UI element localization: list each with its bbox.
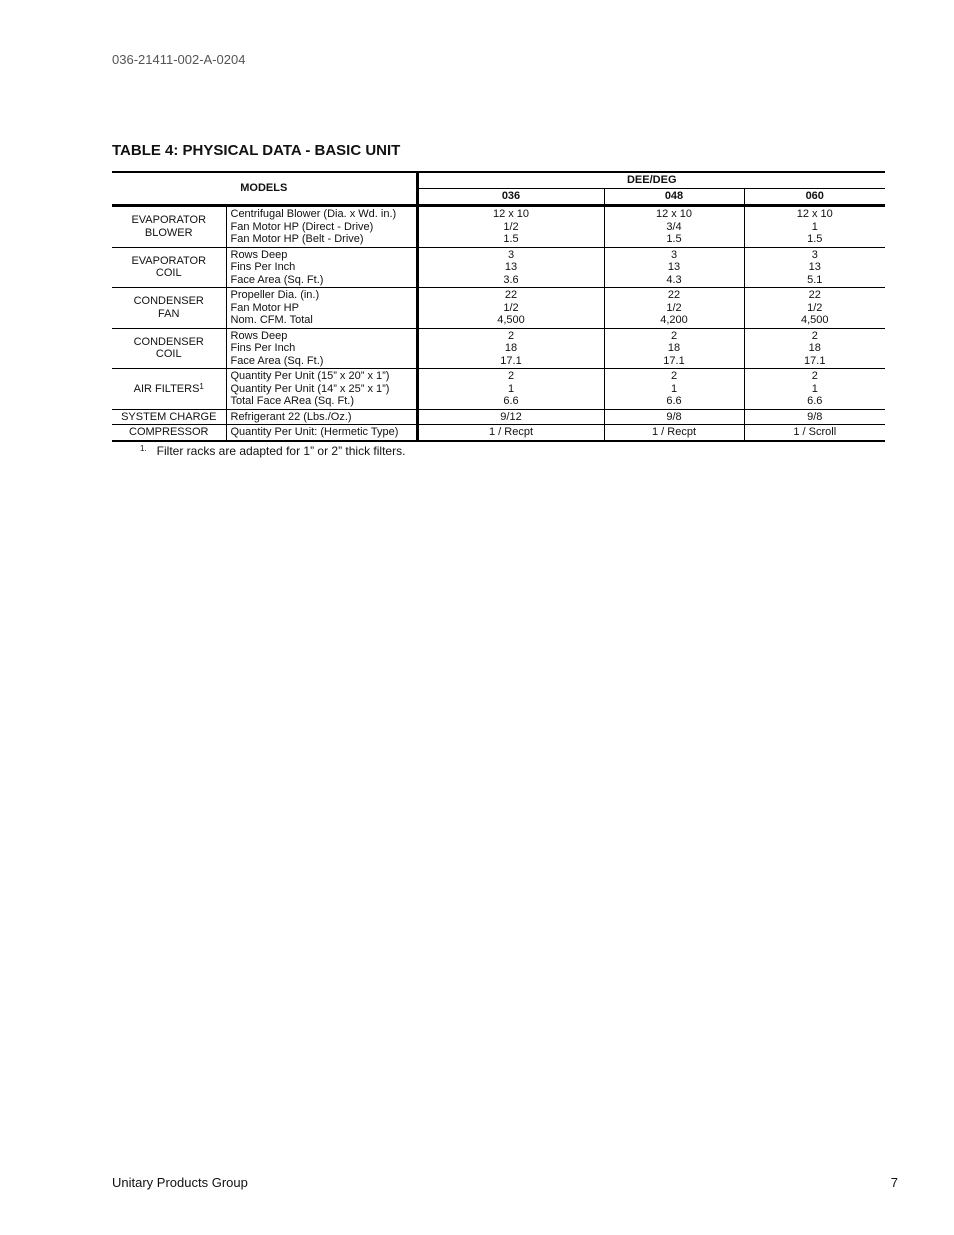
row-category (112, 409, 226, 425)
value-line: 9/8 (666, 410, 682, 423)
value-line: 1/2 (807, 301, 823, 314)
value-line: 1.5 (807, 233, 823, 245)
value-line: 2 (507, 370, 515, 382)
item-label: Nom. CFM. Total (230, 314, 313, 326)
value-line: 4,500 (800, 314, 829, 326)
value-cell-036 (417, 288, 604, 329)
category-line: BLOWER (144, 226, 193, 239)
table-body (112, 206, 885, 441)
category-line: CONDENSER (133, 295, 204, 308)
item-label: Quantity Per Unit (14” x 25” x 1”) (230, 382, 390, 395)
value-line: 1 (811, 220, 818, 233)
value-line: 4,200 (660, 314, 688, 326)
value-line: 2 (811, 329, 818, 342)
value-cell-060 (744, 369, 885, 410)
item-label: Rows Deep (230, 329, 288, 342)
value-line: 13 (504, 261, 518, 273)
value-cell-048 (604, 288, 744, 329)
category-line: CONDENSER (133, 335, 204, 348)
value-cell-036 (417, 369, 604, 410)
table-row (112, 425, 885, 441)
row-items (226, 369, 417, 410)
item-label: Face Area (Sq. Ft.) (230, 354, 324, 367)
item-label: Quantity Per Unit: (Hermetic Type) (230, 426, 399, 438)
value-line: 4,500 (497, 314, 525, 326)
value-line: 1 / Recpt (651, 426, 697, 438)
value-line: 2 (811, 370, 818, 382)
row-items (226, 425, 417, 441)
value-line: 6.6 (503, 395, 519, 407)
value-line: 1.5 (503, 233, 519, 245)
value-cell-048 (604, 206, 744, 248)
value-cell-060 (744, 409, 885, 425)
value-cell-048 (604, 425, 744, 441)
item-label: Face Area (Sq. Ft.) (230, 273, 324, 286)
value-cell-036 (417, 206, 604, 248)
footer-company: Unitary Products Group (112, 1175, 248, 1190)
value-cell-036 (417, 328, 604, 369)
row-items (226, 247, 417, 288)
page-number: 7 (890, 1175, 898, 1190)
value-line: 18 (667, 342, 681, 354)
value-line: 18 (808, 342, 821, 354)
value-cell-036 (417, 247, 604, 288)
value-cell-048 (604, 369, 744, 410)
value-line: 17.1 (663, 354, 685, 367)
value-cell-036 (417, 409, 604, 425)
value-cell-060 (744, 288, 885, 329)
row-items (226, 206, 417, 248)
value-line: 5.1 (807, 273, 823, 286)
category-line (116, 383, 222, 396)
value-line: 18 (504, 342, 518, 354)
value-line: 6.6 (666, 395, 682, 407)
row-category (112, 328, 226, 369)
item-label: Refrigerant 22 (Lbs./Oz.) (230, 410, 352, 423)
table-row (112, 409, 885, 425)
category-line: EVAPORATOR (131, 254, 207, 267)
table-row (112, 206, 885, 248)
value-line: 3 (507, 248, 515, 261)
value-line: 17.1 (500, 354, 522, 367)
model-group-header: DEE/DEG (417, 172, 885, 188)
value-cell-060 (744, 425, 885, 441)
document-number: 036-21411-002-A-0204 (112, 52, 246, 67)
row-category (112, 369, 226, 410)
column-header-048: 048 (604, 188, 744, 205)
table-row (112, 247, 885, 288)
item-label: Fan Motor HP (230, 301, 299, 314)
table-title: TABLE 4: PHYSICAL DATA - BASIC UNIT (112, 142, 401, 159)
category-line: COIL (155, 267, 182, 280)
value-cell-048 (604, 328, 744, 369)
row-category (112, 247, 226, 288)
row-category (112, 288, 226, 329)
value-line: 2 (670, 329, 678, 342)
value-line: 4.3 (666, 273, 682, 286)
value-line: 12 x 10 (655, 208, 693, 220)
value-line: 12 x 10 (492, 208, 530, 220)
value-line: 1.5 (666, 233, 682, 245)
category-line: SYSTEM CHARGE (121, 410, 217, 423)
item-label: Fins Per Inch (230, 261, 296, 273)
value-line: 1/2 (503, 220, 519, 233)
item-label: Total Face ARea (Sq. Ft.) (230, 395, 354, 407)
value-line: 9/12 (500, 410, 522, 423)
value-line: 3/4 (666, 220, 682, 233)
value-line: 17.1 (804, 354, 826, 367)
item-label: Fan Motor HP (Belt - Drive) (230, 233, 364, 245)
item-label: Centrifugal Blower (Dia. x Wd. in.) (230, 208, 397, 220)
item-label: Propeller Dia. (in.) (230, 289, 320, 301)
models-header: MODELS (112, 172, 417, 206)
value-cell-060 (744, 328, 885, 369)
value-line: 22 (667, 289, 681, 301)
category-text: AIR FILTERS (133, 382, 200, 395)
row-category (112, 425, 226, 441)
column-header-060: 060 (744, 188, 885, 205)
value-line: 1 / Recpt (488, 426, 534, 438)
footnote-reference: 1 (199, 381, 204, 391)
value-line: 13 (667, 261, 681, 273)
value-line: 1 (507, 382, 515, 395)
item-label: Fins Per Inch (230, 342, 296, 354)
item-label: Rows Deep (230, 248, 288, 261)
category-line: EVAPORATOR (131, 214, 207, 227)
value-line: 1/2 (503, 301, 519, 314)
footnote (140, 444, 405, 458)
value-cell-048 (604, 409, 744, 425)
category-line: COMPRESSOR (129, 426, 209, 438)
value-cell-060 (744, 247, 885, 288)
value-line: 3 (811, 248, 818, 261)
category-line: COIL (155, 348, 182, 361)
item-label: Quantity Per Unit (15” x 20” x 1”) (230, 370, 390, 382)
table-row (112, 288, 885, 329)
value-line: 13 (808, 261, 821, 273)
column-header-036: 036 (417, 188, 604, 205)
value-line: 22 (808, 289, 821, 301)
value-line: 1/2 (666, 301, 682, 314)
row-items (226, 409, 417, 425)
value-line: 3.6 (503, 273, 519, 286)
value-line: 6.6 (807, 395, 823, 407)
table-row (112, 328, 885, 369)
physical-data-table (112, 171, 885, 442)
footnote-mark: 1. (140, 444, 147, 453)
value-line: 1 (811, 382, 818, 395)
value-cell-036 (417, 425, 604, 441)
value-cell-060 (744, 206, 885, 248)
value-line: 2 (670, 370, 678, 382)
value-cell-048 (604, 247, 744, 288)
value-line: 9/8 (807, 410, 823, 423)
value-line: 12 x 10 (796, 208, 833, 220)
value-line: 1 / Scroll (793, 426, 837, 438)
value-line: 22 (504, 289, 518, 301)
value-line: 2 (507, 329, 515, 342)
value-line: 3 (670, 248, 678, 261)
item-label: Fan Motor HP (Direct - Drive) (230, 220, 374, 233)
value-line: 1 (670, 382, 678, 395)
row-items (226, 288, 417, 329)
row-category (112, 206, 226, 248)
category-line: FAN (158, 307, 180, 320)
footnote-text: Filter racks are adapted for 1” or 2” thick filters. (156, 444, 406, 458)
row-items (226, 328, 417, 369)
table-row (112, 369, 885, 410)
